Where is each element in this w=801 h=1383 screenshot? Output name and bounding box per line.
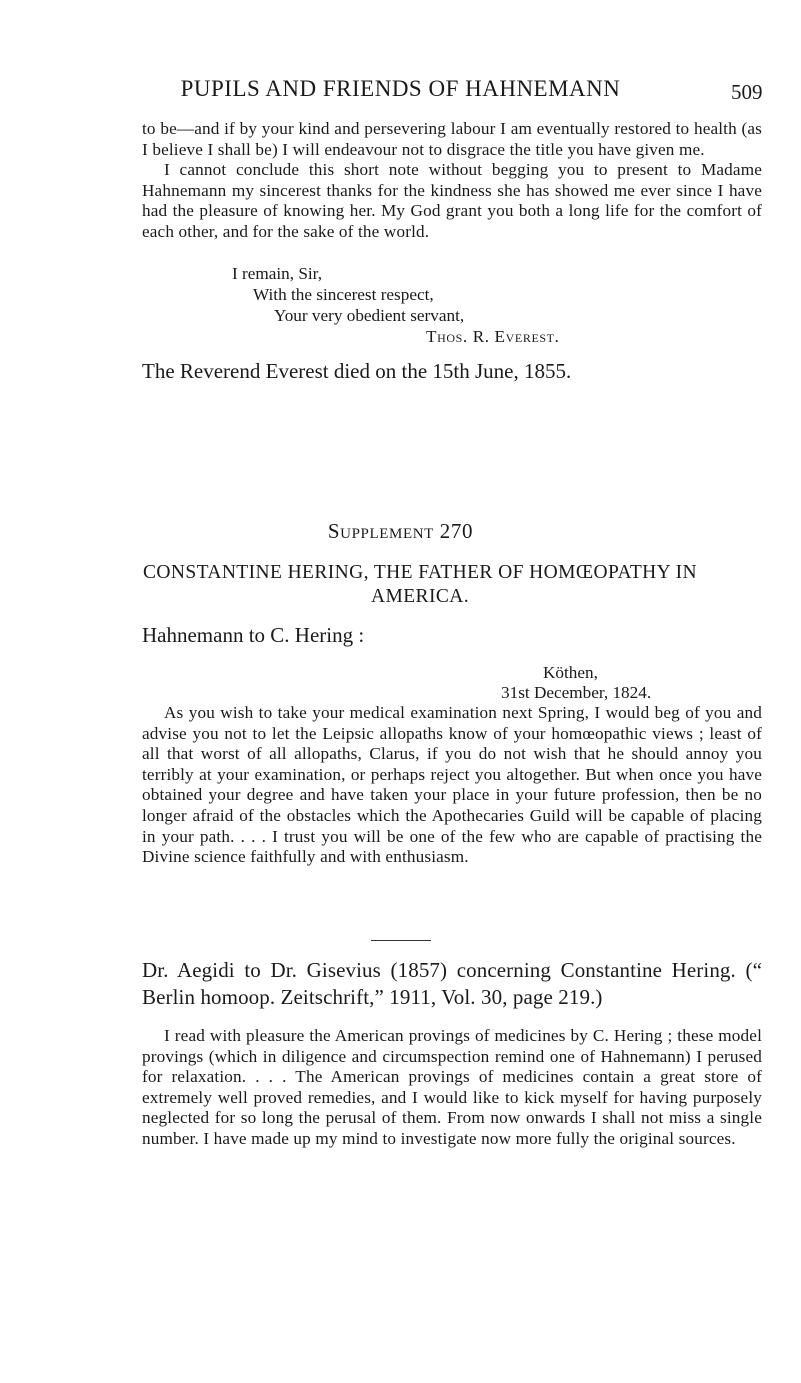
- aegidi-letter: [142, 1026, 762, 1150]
- everest-paragraph-2: I cannot conclude this short note without begging you to present to Madame Hahnemann my sincerest thanks for the kindness she has showed me ever since I have had the pleasure of knowing her. My God grant you both a long life for the comfort of each other, and for the sake of the world.: [142, 160, 762, 241]
- closing-line-2: With the sincerest respect,: [253, 285, 434, 304]
- hering-letter-paragraph: As you wish to take your medical examination next Spring, I would beg of you and advise you not to let the Leipsic allopaths know of your homœopathic views ; least of all that worst of all allopaths, Clarus, if you do not wish that he should annoy you terribly at your examination, or perhaps reject you altogether. But when once you have obtained your degree and have taken your place in your future profession, then be no longer afraid of the obstacles which the Apothecaries Guild will be capable of placing in your path. . . . I trust you will be one of the few who are capable of practising the Divine science faithfully and with enthusiasm.: [142, 703, 762, 867]
- section-divider: [371, 940, 431, 941]
- closing-line-1: I remain, Sir,: [232, 264, 322, 283]
- death-note: The Reverend Everest died on the 15th June, 1855.: [142, 359, 572, 383]
- aegidi-letter-text: I read with pleasure the American provings of medicines by C. Hering ; these model provings (which in diligence and circumspection remind one of Hahnemann) I perused for relaxation. . . . The American provings of medicines contain a great store of extremely well proved remedies, and I would like to kick myself for having purposely neglected for so long the perusal of them. From now onwards I shall not miss a single number. I have made up my mind to investigate now more fully the original sources.: [142, 1026, 762, 1148]
- closing-line-3: Your very obedient servant,: [274, 306, 465, 325]
- running-head: PUPILS AND FRIENDS OF HAHNEMANN: [180, 76, 621, 101]
- hering-letter-body: [142, 703, 762, 868]
- signature: Thos. R. Everest.: [426, 327, 560, 346]
- everest-paragraph-1: to be—and if by your kind and persevering labour I am eventually restored to health (as I believe I shall be) I will endeavour not to disgrace the title you have given me.: [142, 119, 762, 159]
- page-number: 509: [731, 80, 763, 104]
- supplement-label: Supplement 270: [327, 519, 474, 543]
- aegidi-citation: Dr. Aegidi to Dr. Gisevius (1857) concerning Constantine Hering. (“ Berlin homoop. Zeitschrift,” 1911, Vol. 30, page 219.): [142, 958, 762, 1009]
- everest-letter-end: [142, 119, 762, 243]
- section-heading: CONSTANTINE HERING, THE FATHER OF HOMŒOPATHY IN AMERICA.: [142, 562, 698, 607]
- hering-salutation: Hahnemann to C. Hering :: [142, 623, 365, 647]
- letter-date: 31st December, 1824.: [501, 683, 652, 702]
- letter-place: Köthen,: [543, 663, 598, 682]
